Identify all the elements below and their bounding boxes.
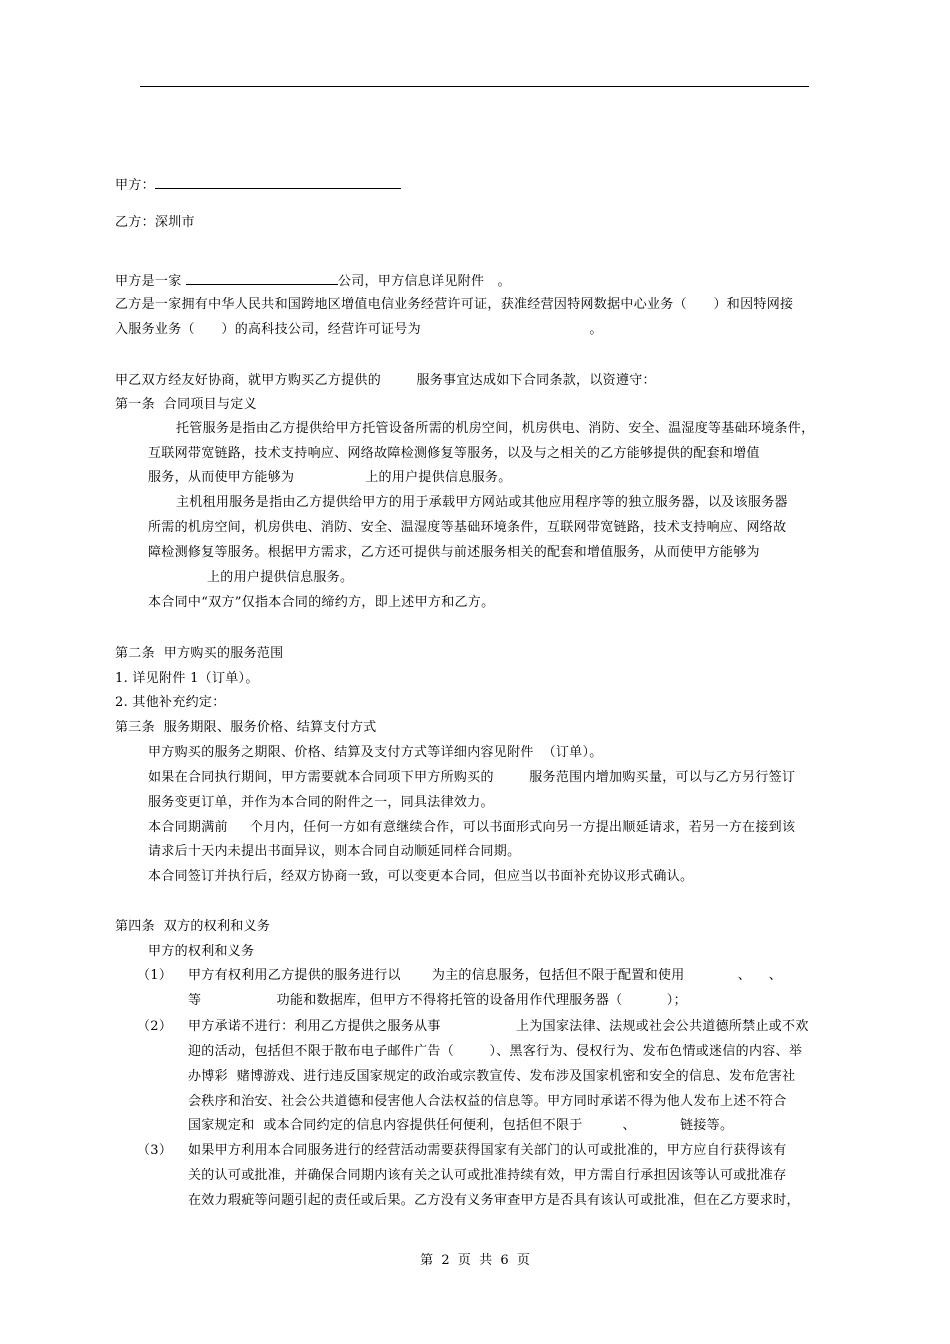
- item1-line2: 等 功能和数据库，但甲方不得将托管的设备用作代理服务器（ ）；: [188, 993, 687, 1008]
- article1-p1-line1: 托管服务是指由乙方提供给甲方托管设备所需的机房空间，机房供电、消防、安全、温湿度等基础环境条件，: [176, 421, 815, 436]
- header-rule: [140, 86, 809, 87]
- item2-line2: 迎的活动，包括但不限于散布电子邮件广告（ ）、黑客行为、侵权行为、发布色情或迷信的内容、举: [188, 1044, 803, 1059]
- article1-p2-line2: 所需的机房空间，机房供电、消防、安全、温湿度等基础环境条件，互联网带宽链路，技术支持响应、网络故: [148, 520, 787, 535]
- party-a-line: [115, 176, 401, 195]
- article3-p3-line1: 本合同期满前 个月内，任何一方如有意继续合作，可以书面形式向另一方提出顺延请求，若另一方在接到该: [148, 820, 796, 835]
- party-a-blank: [155, 176, 401, 189]
- item3-line2: 关的认可或批准，并确保合同期内该有关之认可或批准持续有效，甲方需自行承担因该等认可或批准存: [188, 1168, 787, 1183]
- item1-number: （1）: [137, 968, 173, 983]
- article3-p4: 本合同签订并执行后，经双方协商一致，可以变更本合同，但应当以书面补充协议形式确认。: [148, 869, 694, 884]
- preamble: 甲乙双方经友好协商，就甲方购买乙方提供的 服务事宜达成如下合同条款，以资遵守：: [115, 373, 656, 388]
- article3-p1: 甲方购买的服务之期限、价格、结算及支付方式等详细内容见附件 （订单）。: [148, 745, 603, 760]
- article2-title: 第二条 甲方购买的服务范围: [115, 646, 284, 661]
- article4-subtitle: 甲方的权利和义务: [148, 944, 255, 959]
- article1-p1-line3: 服务，从而使甲方能够为 上的用户提供信息服务。: [148, 470, 512, 485]
- article1-p3: 本合同中“双方”仅指本合同的缔约方，即上述甲方和乙方。: [148, 595, 495, 610]
- intro-party-b-line1: 乙方是一家拥有中华人民共和国跨地区增值电信业务经营许可证，获准经营因特网数据中心业务（ ）和因特网接: [115, 297, 794, 312]
- item2-line5: 国家规定和 或本合同约定的信息内容提供任何便利，包括但不限于 、 链接等。: [188, 1118, 734, 1133]
- party-a-label: 甲方：: [115, 178, 155, 193]
- item2-number: （2）: [137, 1019, 173, 1034]
- intro-party-a: 甲方是一家 公司，甲方信息详见附件 。: [115, 274, 511, 289]
- article3-p2-line2: 服务变更订单，并作为本合同的附件之一，同具法律效力。: [148, 795, 494, 810]
- intro-party-b-line2: 入服务业务（ ）的高科技公司，经营许可证号为 。: [115, 322, 603, 337]
- company-type-blank: [186, 272, 338, 285]
- item3-line3: 在效力瑕疵等问题引起的责任或后果。乙方没有义务审查甲方是否具有该认可或批准，但在乙方要求时，: [188, 1193, 800, 1208]
- item3-line1: 如果甲方利用本合同服务进行的经营活动需要获得国家有关部门的认可或批准的，甲方应自行获得该有: [188, 1143, 787, 1158]
- article3-p3-line2: 请求后十天内未提出书面异议，则本合同自动顺延同样合同期。: [148, 844, 521, 859]
- item1-line1: 甲方有权利用乙方提供的服务进行以 为主的信息服务，包括但不限于配置和使用 、 、: [188, 968, 783, 983]
- article1-p2-line4: 上的用户提供信息服务。: [207, 570, 354, 585]
- article1-p2-line1: 主机租用服务是指由乙方提供给甲方的用于承载甲方网站或其他应用程序等的独立服务器，以及该服务器: [176, 495, 788, 510]
- article2-item2: 2. 其他补充约定：: [115, 695, 226, 710]
- article4-title: 第四条 双方的权利和义务: [115, 919, 271, 934]
- article1-p2-line3: 障检测修复等服务。根据甲方需求，乙方还可提供与前述服务相关的配套和增值服务，从而使甲方能够为: [148, 545, 760, 560]
- item3-number: （3）: [137, 1143, 173, 1158]
- party-b-line: 乙方：深圳市: [115, 215, 195, 230]
- article1-title: 第一条 合同项目与定义: [115, 397, 257, 412]
- article3-title: 第三条 服务期限、服务价格、结算支付方式: [115, 720, 377, 735]
- item2-line3: 办博彩 赌博游戏、进行违反国家规定的政治或宗教宣传、发布涉及国家机密和安全的信息、发布危害社: [188, 1069, 796, 1084]
- article1-p1-line2: 互联网带宽链路，技术支持响应、网络故障检测修复等服务，以及与之相关的乙方能够提供的配套和增值: [148, 446, 760, 461]
- item2-line1: 甲方承诺不进行：利用乙方提供之服务从事 上为国家法律、法规或社会公共道德所禁止或不欢: [188, 1019, 809, 1034]
- article2-item1: 1. 详见附件 1（订单）。: [115, 671, 259, 686]
- page-number-footer: 第 2 页 共 6 页: [420, 1253, 530, 1268]
- item2-line4: 会秩序和治安、社会公共道德和侵害他人合法权益的信息等。甲方同时承诺不得为他人发布上述不符合: [188, 1094, 787, 1109]
- article3-p2-line1: 如果在合同执行期间，甲方需要就本合同项下甲方所购买的 服务范围内增加购买量，可以与乙方另行签订: [148, 770, 796, 785]
